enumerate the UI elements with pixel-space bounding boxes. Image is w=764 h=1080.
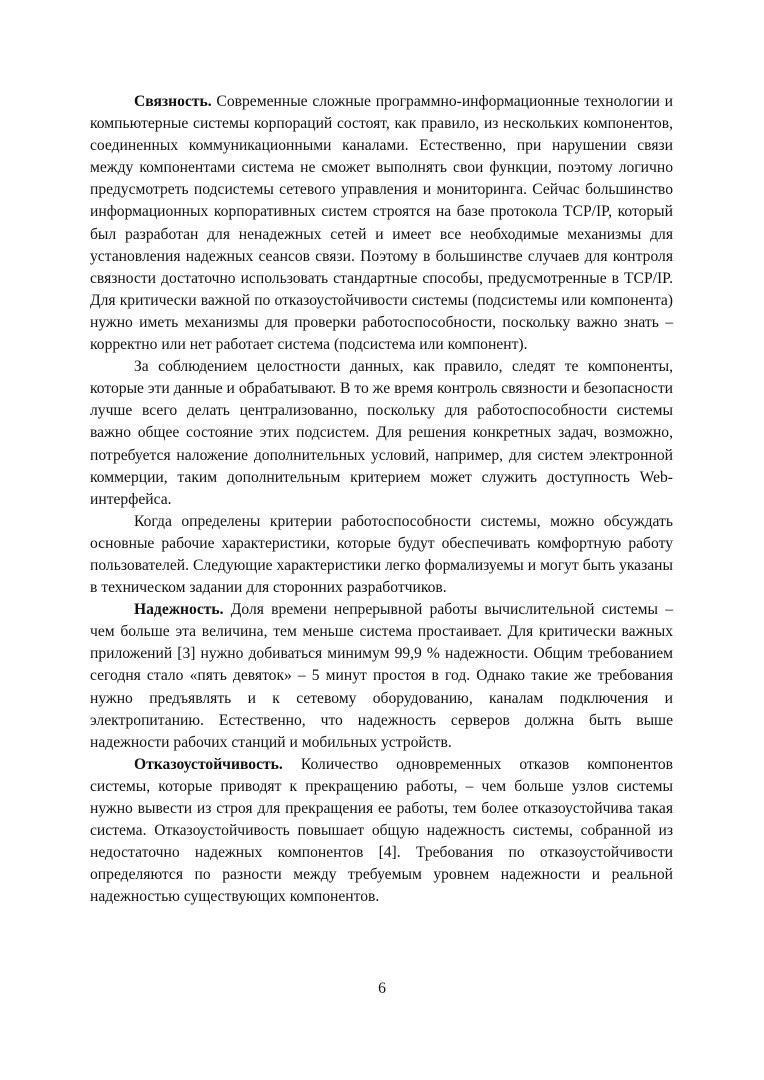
- paragraph-text: Количество одновременных отказов компонентов системы, которые приводят к прекращению работы, – чем больше узлов системы нужно вывести из строя для прекращения ее работы, тем более отказоустойчива такая система. Отказоустойчивость повышает общую надежность системы, собранной из недостаточно надежных компонентов [4]. Требования по отказоустойчивости определяются по разности между требуемым уровнем надежности и реальной надежностью существующих компонентов.: [90, 755, 673, 906]
- paragraph-integrity: [90, 356, 673, 511]
- page-number: 6: [378, 980, 386, 997]
- paragraph-reliability: [90, 599, 673, 754]
- paragraph-text: Современные сложные программно-информационные технологии и компьютерные системы корпораций состоят, как правило, из нескольких компонентов, соединенных коммуникационными каналами. Естественно, при нарушении связи между компонентами система не сможет выполнять свои функции, поэтому логично предусмотреть подсистемы сетевого управления и мониторинга. Сейчас большинство информационных корпоративных систем строятся на базе протокола TCP/IP, который был разработан для ненадежных сетей и имеет все необходимые механизмы для установления надежных сеансов связи. Поэтому в большинстве случаев для контроля связности достаточно использовать стандартные способы, предусмотренные в TCP/IP. Для критически важной по отказоустойчивости системы (подсистемы или компонента) нужно иметь механизмы для проверки работоспособности, поскольку важно знать – корректно или нет работает система (подсистема или компонент).: [90, 93, 673, 354]
- term-connectivity: Связность.: [134, 93, 212, 110]
- paragraph-criteria: [90, 511, 673, 599]
- term-reliability: Надежность.: [134, 601, 224, 619]
- page-body: [90, 91, 673, 908]
- paragraph-connectivity: [90, 91, 673, 356]
- term-fault-tolerance: Отказоустойчивость.: [134, 755, 283, 773]
- paragraph-text: Когда определены критерии работоспособности системы, можно обсуждать основные рабочие характеристики, которые будут обеспечивать комфортную работу пользователей. Следующие характеристики легко формализуемы и могут быть указаны в техническом задании для сторонних разработчиков.: [90, 512, 673, 597]
- paragraph-text: За соблюдением целостности данных, как правило, следят те компоненты, которые эти данные и обрабатывают. В то же время контроль связности и безопасности лучше всего делать централизованно, поскольку для работоспособности системы важно общее состояние этих подсистем. Для решения конкретных задач, возможно, потребуется наложение дополнительных условий, например, для систем электронной коммерции, таким дополнительным критерием может служить доступность Web-интерфейса.: [90, 358, 673, 508]
- paragraph-fault-tolerance: [90, 754, 673, 909]
- paragraph-text: Доля времени непрерывной работы вычислительной системы – чем больше эта величина, тем меньше система простаивает. Для критически важных приложений [3] нужно добиваться минимум 99,9 % надежности. Общим требованием сегодня стало «пять девяток» – 5 минут простоя в год. Однако такие же требования нужно предъявлять и к сетевому оборудованию, каналам подключения и электропитанию. Естественно, что надежность серверов должна быть выше надежности рабочих станций и мобильных устройств.: [90, 601, 673, 751]
